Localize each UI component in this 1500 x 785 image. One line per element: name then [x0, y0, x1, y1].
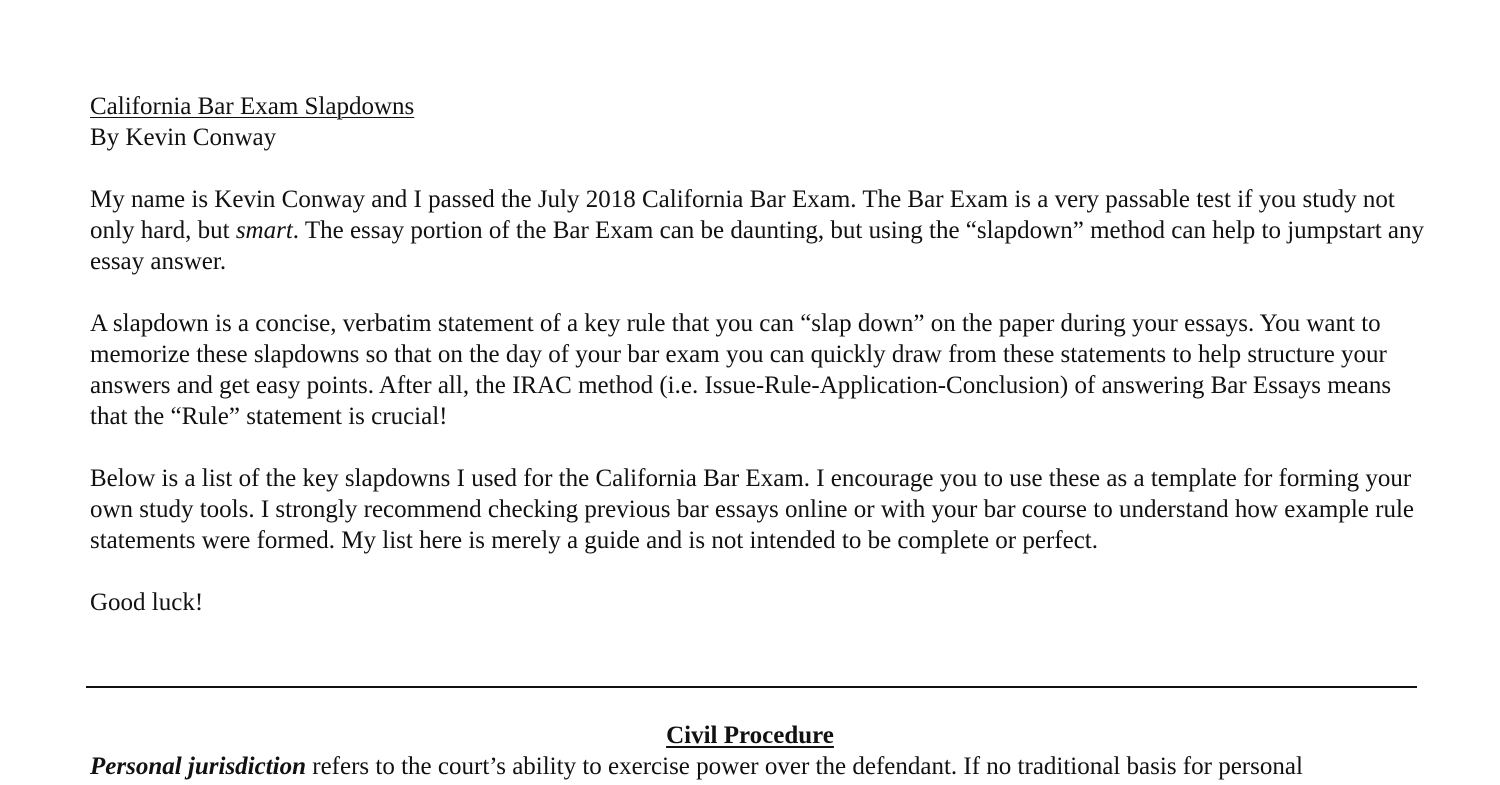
spacer	[90, 277, 1425, 308]
horizontal-divider	[86, 686, 1417, 688]
intro-paragraph-1-part-b: . The essay portion of the Bar Exam can be daunting, but using the “slapdown” method can help to jumpstart any essay answer.	[90, 217, 1425, 275]
document-title: California Bar Exam Slapdowns	[90, 93, 415, 120]
spacer	[90, 556, 1425, 587]
document-body	[90, 91, 1425, 618]
intro-paragraph-1-part-a: My name is Kevin Conway and I passed the July 2018 California Bar Exam. The Bar Exam is a very passable test if you study not only hard, but	[90, 186, 1395, 244]
section-first-line	[90, 751, 1425, 782]
intro-paragraph-1-emphasis: smart	[235, 217, 293, 244]
intro-paragraph-3: Below is a list of the key slapdowns I used for the California Bar Exam. I encourage you to use these as a template for forming your own study tools. I strongly recommend checking previous bar essays online or with your bar course to understand how example rule statements were formed. My list here is merely a guide and is not intended to be complete or perfect.	[90, 465, 1414, 554]
definition-text: refers to the court’s ability to exercise power over the defendant. If no traditional basis for personal	[306, 753, 1303, 780]
spacer	[90, 432, 1425, 463]
spacer	[90, 153, 1425, 184]
document-byline: By Kevin Conway	[90, 124, 277, 151]
defined-term: Personal jurisdiction	[90, 753, 307, 780]
section-heading-text: Civil Procedure	[666, 722, 834, 749]
intro-paragraph-4: Good luck!	[90, 589, 204, 616]
intro-paragraph-1	[90, 184, 1425, 277]
section-heading	[0, 720, 1500, 751]
intro-paragraph-2: A slapdown is a concise, verbatim statement of a key rule that you can “slap down” on the paper during your essays. You want to memorize these slapdowns so that on the day of your bar exam you can quickly draw from these statements to help structure your answers and get easy points. After all, the IRAC method (i.e. Issue-Rule-Application-Conclusion) of answering Bar Essays means that the “Rule” statement is crucial!	[90, 310, 1392, 430]
